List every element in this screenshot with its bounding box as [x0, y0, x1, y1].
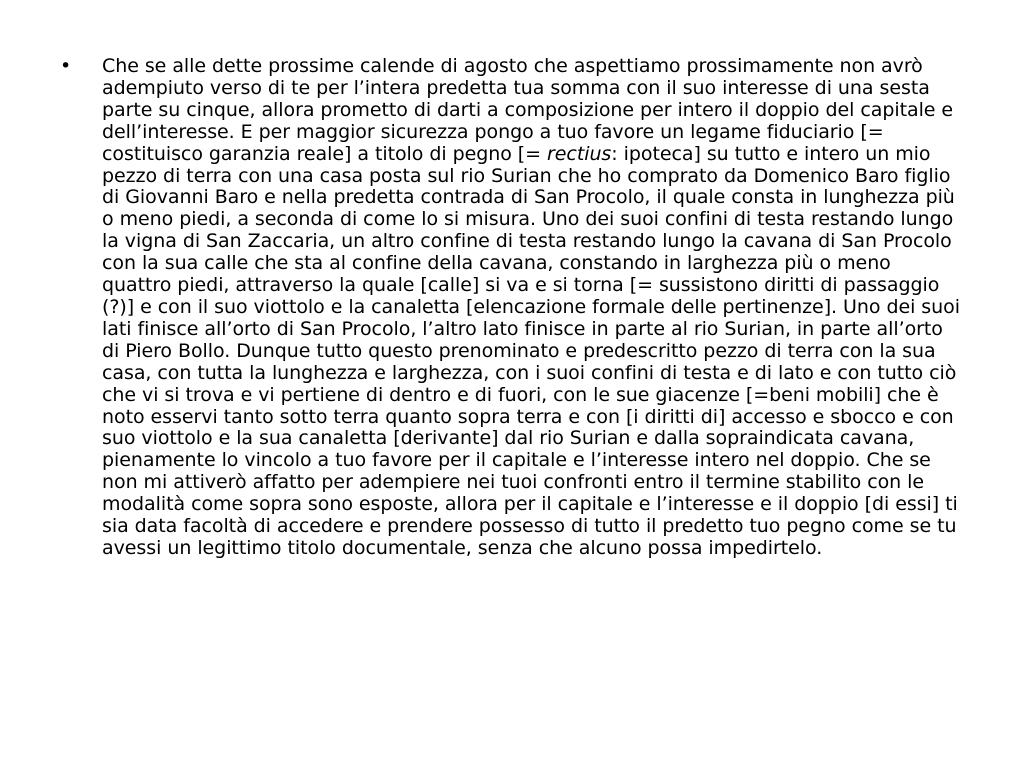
bullet-list — [60, 56, 962, 560]
paragraph-text-end: : ipoteca] su tutto e intero un mio pezzo di terra con una casa posta sul rio Surian che ho comprato da Domenico Baro figlio di Giovanni Baro e nella predetta contrada di San Procolo, il quale consta in lunghezza più o meno piedi, a seconda di come lo si misura. Uno dei suoi confini di testa restando lungo la vigna di San Zaccaria, un altro confine di testa restando lungo la cavana di San Procolo con la sua calle che sta al confine della cavana, constando in larghezza più o meno quattro piedi, attraverso la quale [calle] si va e si torna [= sussistono diritti di passaggio (?)] e con il suo viottolo e la canaletta [elencazione formale delle pertinenze]. Uno dei suoi lati finisce all’orto di San Procolo, l’altro lato finisce in parte al rio Surian, in parte all’orto di Piero Bollo. Dunque tutto questo prenominato e predescritto pezzo di terra con la sua casa, con tutta la lunghezza e larghezza, con i suoi confini di testa e di lato e con tutto ciò che vi si trova e vi pertiene di dentro e di fuori, con le sue giacenze [=beni mobili] che è noto esservi tanto sotto terra quanto sopra terra e con [i diritti di] accesso e sbocco e con suo viottolo e la sua canaletta [derivante] dal rio Surian e dalla sopraindicata cavana, pienamente lo vincolo a tuo favore per il capitale e l’interesse intero nel doppio. Che se non mi attiverò affatto per adempiere nei tuoi confronti entro il termine stabilito con le modalità come sopra sono esposte, allora per il capitale e l’interesse e il doppio [di essi] ti sia data facoltà di accedere e prendere possesso di tutto il predetto tuo pegno come se tu avessi un legittimo titolo documentale, senza che alcuno possa impedirtelo. — [102, 142, 960, 559]
bullet-icon: • — [60, 55, 72, 77]
italic-term: rectius — [547, 142, 612, 165]
body-paragraph — [102, 56, 962, 560]
paragraph-text-start: Che se alle dette prossime calende di agosto che aspettiamo prossimamente non avrò adempiuto verso di te per l’intera predetta tua somma con il suo interesse di una sesta parte su cinque, allora prometto di darti a composizione per intero il doppio del capitale e dell’interesse. E per maggior sicurezza pongo a tuo favore un legame fiduciario [= costituisco garanzia reale] a titolo di pegno [= — [102, 55, 954, 165]
list-item — [60, 56, 962, 560]
